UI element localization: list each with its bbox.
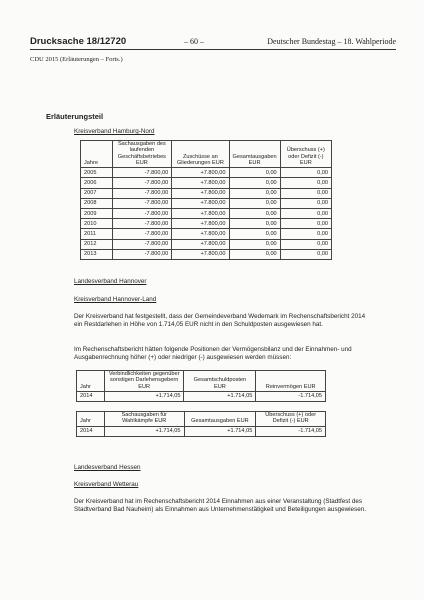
table-cell: 0,00 [229, 208, 280, 218]
doc-number: 18/12720 [86, 36, 127, 47]
header-rule [30, 49, 396, 50]
table-cell: +7.800,00 [172, 188, 229, 198]
hamburg-table [80, 140, 332, 260]
table-cell: +7.800,00 [172, 198, 229, 208]
table-cell: 0,00 [280, 168, 331, 178]
table-row [81, 239, 332, 249]
year-cell: 2006 [81, 178, 113, 188]
table-row [81, 178, 332, 188]
hannover-table-2 [76, 411, 326, 437]
table-header-row [77, 412, 326, 427]
table-cell: +1.714,05 [104, 391, 184, 401]
col-header: Überschuss (+) oder Defizit (-) EUR [280, 141, 331, 168]
landesverband-heading: Landesverband Hessen [74, 464, 141, 471]
year-cell: 2007 [81, 188, 113, 198]
table-header-row [81, 141, 332, 168]
table-cell: +7.800,00 [172, 178, 229, 188]
table-cell: 0,00 [229, 249, 280, 259]
table-cell: 0,00 [280, 229, 331, 239]
year-cell: 2012 [81, 239, 113, 249]
year-cell: 2014 [77, 426, 105, 436]
table-row [77, 426, 326, 436]
table-cell: +7.800,00 [172, 219, 229, 229]
table-cell: -1.714,05 [256, 426, 326, 436]
table-cell: 0,00 [229, 219, 280, 229]
table-cell: 0,00 [280, 198, 331, 208]
table-cell: 0,00 [229, 198, 280, 208]
col-header: Reinvermögen EUR [256, 371, 326, 392]
col-header: Überschuss (+) oder Defizit (-) EUR [256, 412, 326, 427]
table-row [81, 198, 332, 208]
table-row [81, 168, 332, 178]
table-cell: +7.800,00 [172, 208, 229, 218]
table-cell: -7.800,00 [112, 178, 172, 188]
table-cell: -7.800,00 [112, 208, 172, 218]
year-cell: 2010 [81, 219, 113, 229]
table-cell: +7.800,00 [172, 168, 229, 178]
table-cell: 0,00 [280, 188, 331, 198]
year-cell: 2011 [81, 229, 113, 239]
table-header-row [77, 371, 326, 392]
table-cell: 0,00 [229, 239, 280, 249]
hamburg-heading: Kreisverband Hamburg-Nord [74, 128, 155, 135]
table-row [81, 188, 332, 198]
paragraph: Im Rechenschaftsbericht hätten folgende Positionen der Vermögensbilanz und der Einnahmen- und Ausgabenrechnung höher (+) oder niedriger (-) ausgewiesen werden müssen: [74, 346, 352, 362]
table-cell: +1.714,05 [104, 426, 184, 436]
table-cell: 0,00 [280, 219, 331, 229]
landesverband-heading: Landesverband Hannover [74, 278, 147, 285]
col-header: Jahr [77, 371, 105, 392]
col-header: Zuschüsse an Gliederungen EUR [172, 141, 229, 168]
col-header: Sachausgaben für Wahlkämpfe EUR [104, 412, 184, 427]
table-cell: 0,00 [280, 239, 331, 249]
paragraph: Der Kreisverband hat im Rechenschaftsbericht 2014 Einnahmen aus einer Veranstaltung (Stadtfest des Stadtverband Bad Nauheim) als Einnahmen aus Unternehmenstätigkeit und Beteiligungen ausgewiesen. [74, 498, 366, 514]
table-cell: +1.714,05 [184, 426, 256, 436]
doc-label: Drucksache [30, 36, 84, 47]
table-row [81, 219, 332, 229]
table-cell: -7.800,00 [112, 229, 172, 239]
table-cell: +7.800,00 [172, 239, 229, 249]
col-header: Verbindlichkeiten gegenüber sonstigen Darlehensgebern EUR [104, 371, 184, 392]
col-header: Gesamtausgaben EUR [184, 412, 256, 427]
table-cell: +1.714,05 [184, 391, 256, 401]
table-cell: +7.800,00 [172, 229, 229, 239]
year-cell: 2005 [81, 168, 113, 178]
kreisverband-heading: Kreisverband Hannover-Land [74, 296, 157, 303]
col-header: Sachausgaben des laufenden Geschäftsbetriebes EUR [112, 141, 172, 168]
document-number [30, 36, 126, 47]
table-cell: 0,00 [280, 249, 331, 259]
year-cell: 2014 [77, 391, 105, 401]
table-row [81, 229, 332, 239]
table-cell: 0,00 [229, 229, 280, 239]
table-cell: -7.800,00 [112, 168, 172, 178]
kreisverband-heading: Kreisverband Wetterau [74, 481, 139, 488]
col-header: Gesamtausgaben EUR [229, 141, 280, 168]
table-cell: -7.800,00 [112, 239, 172, 249]
table-cell: -7.800,00 [112, 219, 172, 229]
header-publisher: Deutscher Bundestag – 18. Wahlperiode [267, 37, 396, 46]
col-header: Jahr [77, 412, 105, 427]
table-cell: 0,00 [229, 178, 280, 188]
year-cell: 2008 [81, 198, 113, 208]
table-cell: 0,00 [280, 178, 331, 188]
col-header: Jahre [81, 141, 113, 168]
table-cell: -7.800,00 [112, 249, 172, 259]
table-cell: 0,00 [229, 188, 280, 198]
table-cell: -7.800,00 [112, 198, 172, 208]
table-cell: -7.800,00 [112, 188, 172, 198]
year-cell: 2009 [81, 208, 113, 218]
table-cell: -1.714,05 [256, 391, 326, 401]
table-cell: 0,00 [280, 208, 331, 218]
table-cell: +7.800,00 [172, 249, 229, 259]
year-cell: 2013 [81, 249, 113, 259]
hannover-table-1 [76, 370, 326, 402]
table-row [77, 391, 326, 401]
table-row [81, 208, 332, 218]
paragraph: Der Kreisverband hat festgestellt, dass der Gemeindeverband Wedemark im Rechenschaftsbericht 2014 ein Restdarlehen in Höhe von 1.714,05 EUR nicht in den Schuldposten ausgewiesen hat. [74, 313, 366, 329]
section-title: Erläuterungsteil [46, 112, 104, 121]
col-header: Gesamtschuldposten EUR [184, 371, 256, 392]
page-number: – 60 – [184, 37, 204, 46]
subheader: CDU 2015 (Erläuterungen – Forts.) [30, 56, 123, 63]
table-cell: 0,00 [229, 168, 280, 178]
table-row [81, 249, 332, 259]
